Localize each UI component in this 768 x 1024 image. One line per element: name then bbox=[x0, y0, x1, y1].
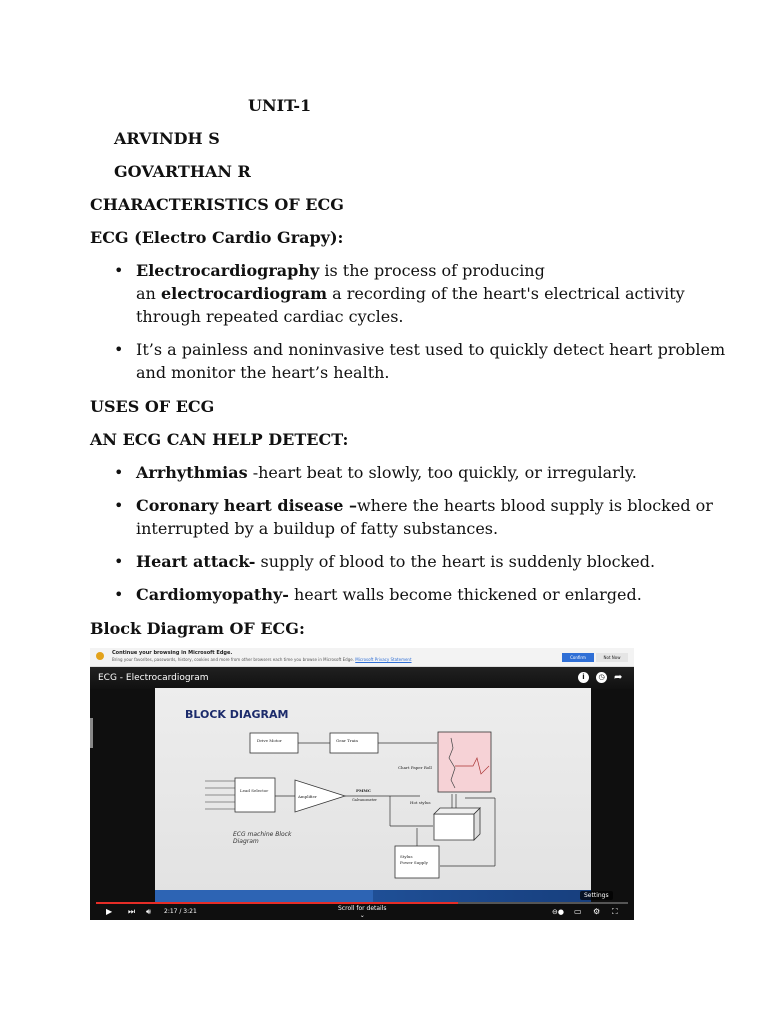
info-icon[interactable]: i bbox=[578, 672, 589, 683]
video-screenshot bbox=[90, 648, 634, 920]
unit-title: UNIT-1 bbox=[248, 96, 312, 115]
list-item bbox=[114, 461, 713, 484]
side-handle bbox=[90, 718, 93, 748]
uses-list bbox=[114, 461, 713, 606]
autoplay-toggle-icon[interactable]: ⊖● bbox=[552, 908, 564, 916]
edge-banner bbox=[90, 648, 634, 667]
lead-selector-label: Lead Selector bbox=[240, 788, 269, 793]
video-controls bbox=[90, 904, 634, 920]
diagram-caption: Diagram bbox=[233, 838, 259, 845]
slide-footer-strip bbox=[155, 890, 591, 902]
text: It’s a painless and noninvasive test used to quickly detect heart problem bbox=[136, 340, 726, 359]
list-item bbox=[114, 494, 713, 540]
term: Electrocardiography bbox=[136, 261, 320, 280]
hot-stylus-label: Hot stylus bbox=[410, 800, 431, 805]
gear-train-box bbox=[330, 733, 378, 753]
text: supply of blood to the heart is suddenly blocked. bbox=[255, 552, 656, 571]
list-item bbox=[114, 583, 713, 606]
term: electrocardiogram bbox=[160, 284, 327, 303]
fullscreen-icon[interactable]: ⛶ bbox=[612, 907, 618, 916]
confirm-button[interactable]: Confirm bbox=[562, 653, 594, 662]
drive-motor-label: Drive Motor bbox=[257, 738, 282, 743]
share-icon[interactable]: ➦ bbox=[614, 672, 623, 683]
term: Cardiomyopathy- bbox=[136, 585, 289, 604]
section-subheading: ECG (Electro Cardio Grapy): bbox=[90, 228, 344, 247]
amplifier-label: Amplifier bbox=[298, 794, 317, 799]
settings-icon[interactable]: ⚙ bbox=[593, 907, 601, 916]
author-name: GOVARTHAN R bbox=[114, 162, 251, 181]
section-subheading: AN ECG CAN HELP DETECT: bbox=[90, 430, 349, 449]
settings-tooltip: Settings bbox=[580, 891, 613, 900]
text: is the process of producing bbox=[319, 261, 545, 280]
ecg-definition-list bbox=[114, 259, 725, 384]
galvanometer-label: Galvanometer bbox=[352, 798, 377, 802]
time-display: 2:17 / 3:21 bbox=[164, 908, 197, 915]
text: a recording of the heart's electrical activity bbox=[327, 284, 685, 303]
video-slide bbox=[155, 688, 591, 898]
stylus-power-label: Stylus bbox=[400, 854, 413, 859]
list-item bbox=[114, 550, 713, 573]
drive-motor-box bbox=[250, 733, 298, 753]
galvanometer-cube bbox=[434, 814, 474, 840]
text: an bbox=[136, 284, 161, 303]
term: Coronary heart disease – bbox=[136, 496, 357, 515]
section-heading: CHARACTERISTICS OF ECG bbox=[90, 195, 344, 214]
text: heart walls become thickened or enlarged. bbox=[288, 585, 642, 604]
author-name: ARVINDH S bbox=[114, 129, 220, 148]
not-now-button[interactable]: Not Now bbox=[596, 653, 628, 662]
section-heading: Block Diagram OF ECG: bbox=[90, 619, 305, 638]
block-diagram bbox=[155, 688, 591, 898]
chart-paper-label: Chart Paper Roll bbox=[398, 765, 432, 770]
scroll-hint[interactable]: Scroll for details ⌄ bbox=[338, 905, 387, 919]
next-icon[interactable]: ⏭ bbox=[128, 907, 136, 916]
volume-icon[interactable]: 🔊︎ bbox=[146, 907, 152, 916]
diagram-caption: ECG machine Block bbox=[233, 831, 292, 838]
text: through repeated cardiac cycles. bbox=[136, 307, 404, 326]
edge-banner-title: Continue your browsing in Microsoft Edge. bbox=[112, 650, 233, 656]
edge-banner-text: Bring your favorites, passwords, history, cookies and more from other browsers each time you browse in Microsoft Edge. Microsoft Privacy Statement bbox=[112, 657, 412, 662]
text: -heart beat to slowly, too quickly, or irregularly. bbox=[247, 463, 637, 482]
subtitles-icon[interactable]: ▭ bbox=[574, 907, 582, 916]
stylus-power-label2: Power Supply bbox=[400, 860, 428, 865]
gear-train-label: Gear Train bbox=[336, 738, 358, 743]
edge-icon bbox=[96, 652, 104, 660]
term: Arrhythmias bbox=[136, 463, 248, 482]
pmmc-label: PMMC bbox=[356, 788, 372, 793]
text: interrupted by a buildup of fatty substances. bbox=[136, 519, 499, 538]
watch-later-icon[interactable]: ◷ bbox=[596, 672, 607, 683]
term: Heart attack- bbox=[136, 552, 256, 571]
chart-paper bbox=[438, 732, 491, 792]
list-item bbox=[114, 338, 725, 384]
slide-title: BLOCK DIAGRAM bbox=[185, 708, 289, 721]
section-heading: USES OF ECG bbox=[90, 397, 215, 416]
video-title[interactable]: ECG - Electrocardiogram bbox=[98, 673, 209, 683]
text: where the hearts blood supply is blocked or bbox=[356, 496, 713, 515]
play-icon[interactable]: ▶ bbox=[106, 907, 113, 916]
lead-selector-box bbox=[235, 778, 275, 812]
text: and monitor the heart’s health. bbox=[136, 363, 390, 382]
privacy-link[interactable]: Microsoft Privacy Statement bbox=[355, 657, 412, 662]
list-item bbox=[114, 259, 725, 328]
